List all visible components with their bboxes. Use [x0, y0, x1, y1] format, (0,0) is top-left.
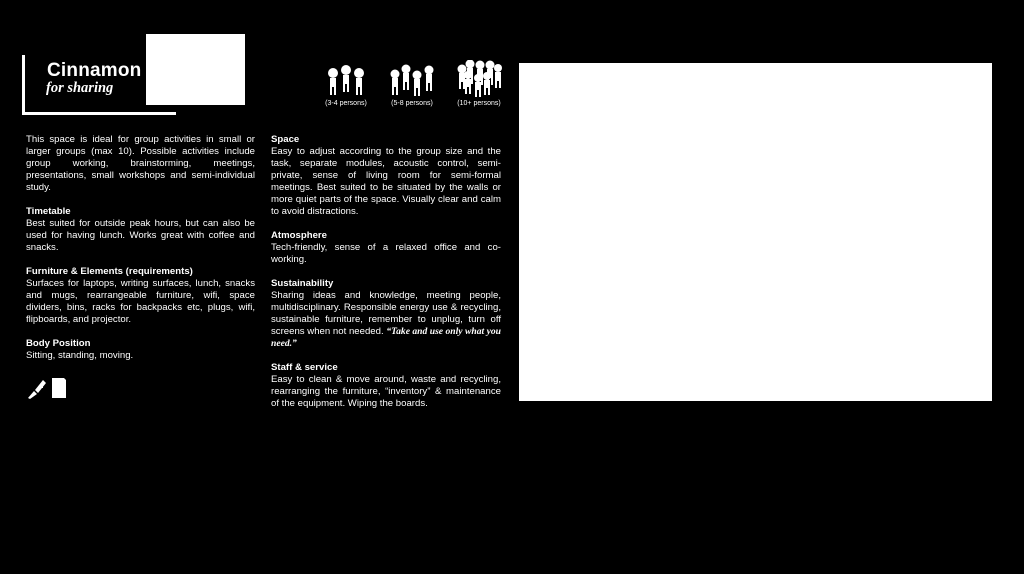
body-position-section	[26, 338, 255, 362]
page-subtitle: for sharing	[46, 80, 114, 96]
staff-section	[271, 362, 501, 410]
furniture-heading: Furniture & Elements (requirements)	[26, 266, 193, 277]
group-large-label: (10+ persons)	[457, 100, 501, 107]
page-title: Cinnamon	[47, 60, 142, 81]
staff-heading: Staff & service	[271, 362, 338, 373]
atmosphere-section	[271, 230, 501, 266]
sustainability-text: Sharing ideas and knowledge, meeting people, multidisciplinary. Responsible energy use & recycling, sustainable furniture, remember to unplug, turn off screens when not needed.	[271, 290, 501, 337]
furniture-section	[26, 266, 255, 326]
brush-and-paper-icon	[26, 376, 70, 400]
title-image-placeholder	[146, 34, 245, 105]
space-section	[271, 134, 501, 218]
sustainability-heading: Sustainability	[271, 278, 334, 289]
small-group-icon	[324, 64, 368, 100]
atmosphere-heading: Atmosphere	[271, 230, 327, 241]
group-large	[452, 60, 506, 107]
sustainability-quote: “Take and use only what you need.”	[271, 326, 501, 349]
photo-placeholder	[519, 63, 992, 401]
medium-group-icon	[387, 64, 437, 100]
sustainability-section	[271, 278, 501, 350]
large-group-icon	[454, 60, 504, 100]
title-bracket-vertical	[22, 55, 25, 115]
furniture-text: Surfaces for laptops, writing surfaces, lunch, snacks and mugs, rearrangeable furniture, wifi, space dividers, bins, racks for backpacks etc, plugs, wifi, flipboards, and projector.	[26, 278, 255, 325]
left-column	[26, 134, 255, 374]
group-small	[320, 64, 372, 107]
timetable-section	[26, 206, 255, 254]
timetable-text: Best suited for outside peak hours, but can also be used for having lunch. Works great with coffee and snacks.	[26, 218, 255, 253]
atmosphere-text: Tech-friendly, sense of a relaxed office and co-working.	[271, 242, 501, 265]
body-position-text: Sitting, standing, moving.	[26, 350, 134, 361]
title-bracket-horizontal	[22, 112, 176, 115]
group-medium-label: (5-8 persons)	[391, 100, 433, 107]
timetable-heading: Timetable	[26, 206, 71, 217]
body-position-heading: Body Position	[26, 338, 91, 349]
staff-text: Easy to clean & move around, waste and recycling, rearranging the furniture, “inventory” & maintenance of the equipment. Wiping the boards.	[271, 374, 501, 409]
intro-text: This space is ideal for group activities in small or larger groups (max 10). Possible activities include group working, brainstorming, meetings, presentations, small workshops and semi-individual study.	[26, 134, 255, 193]
right-column	[271, 134, 501, 422]
space-heading: Space	[271, 134, 300, 145]
group-medium	[386, 64, 438, 107]
group-size-icons	[320, 64, 505, 119]
space-text: Easy to adjust according to the group size and the task, separate modules, acoustic control, semi-private, sense of living room for semi-formal meetings. Best suited to be situated by the walls or more quiet parts of the space. Visually clear and calm to avoid distractions.	[271, 146, 501, 217]
group-small-label: (3-4 persons)	[325, 100, 367, 107]
